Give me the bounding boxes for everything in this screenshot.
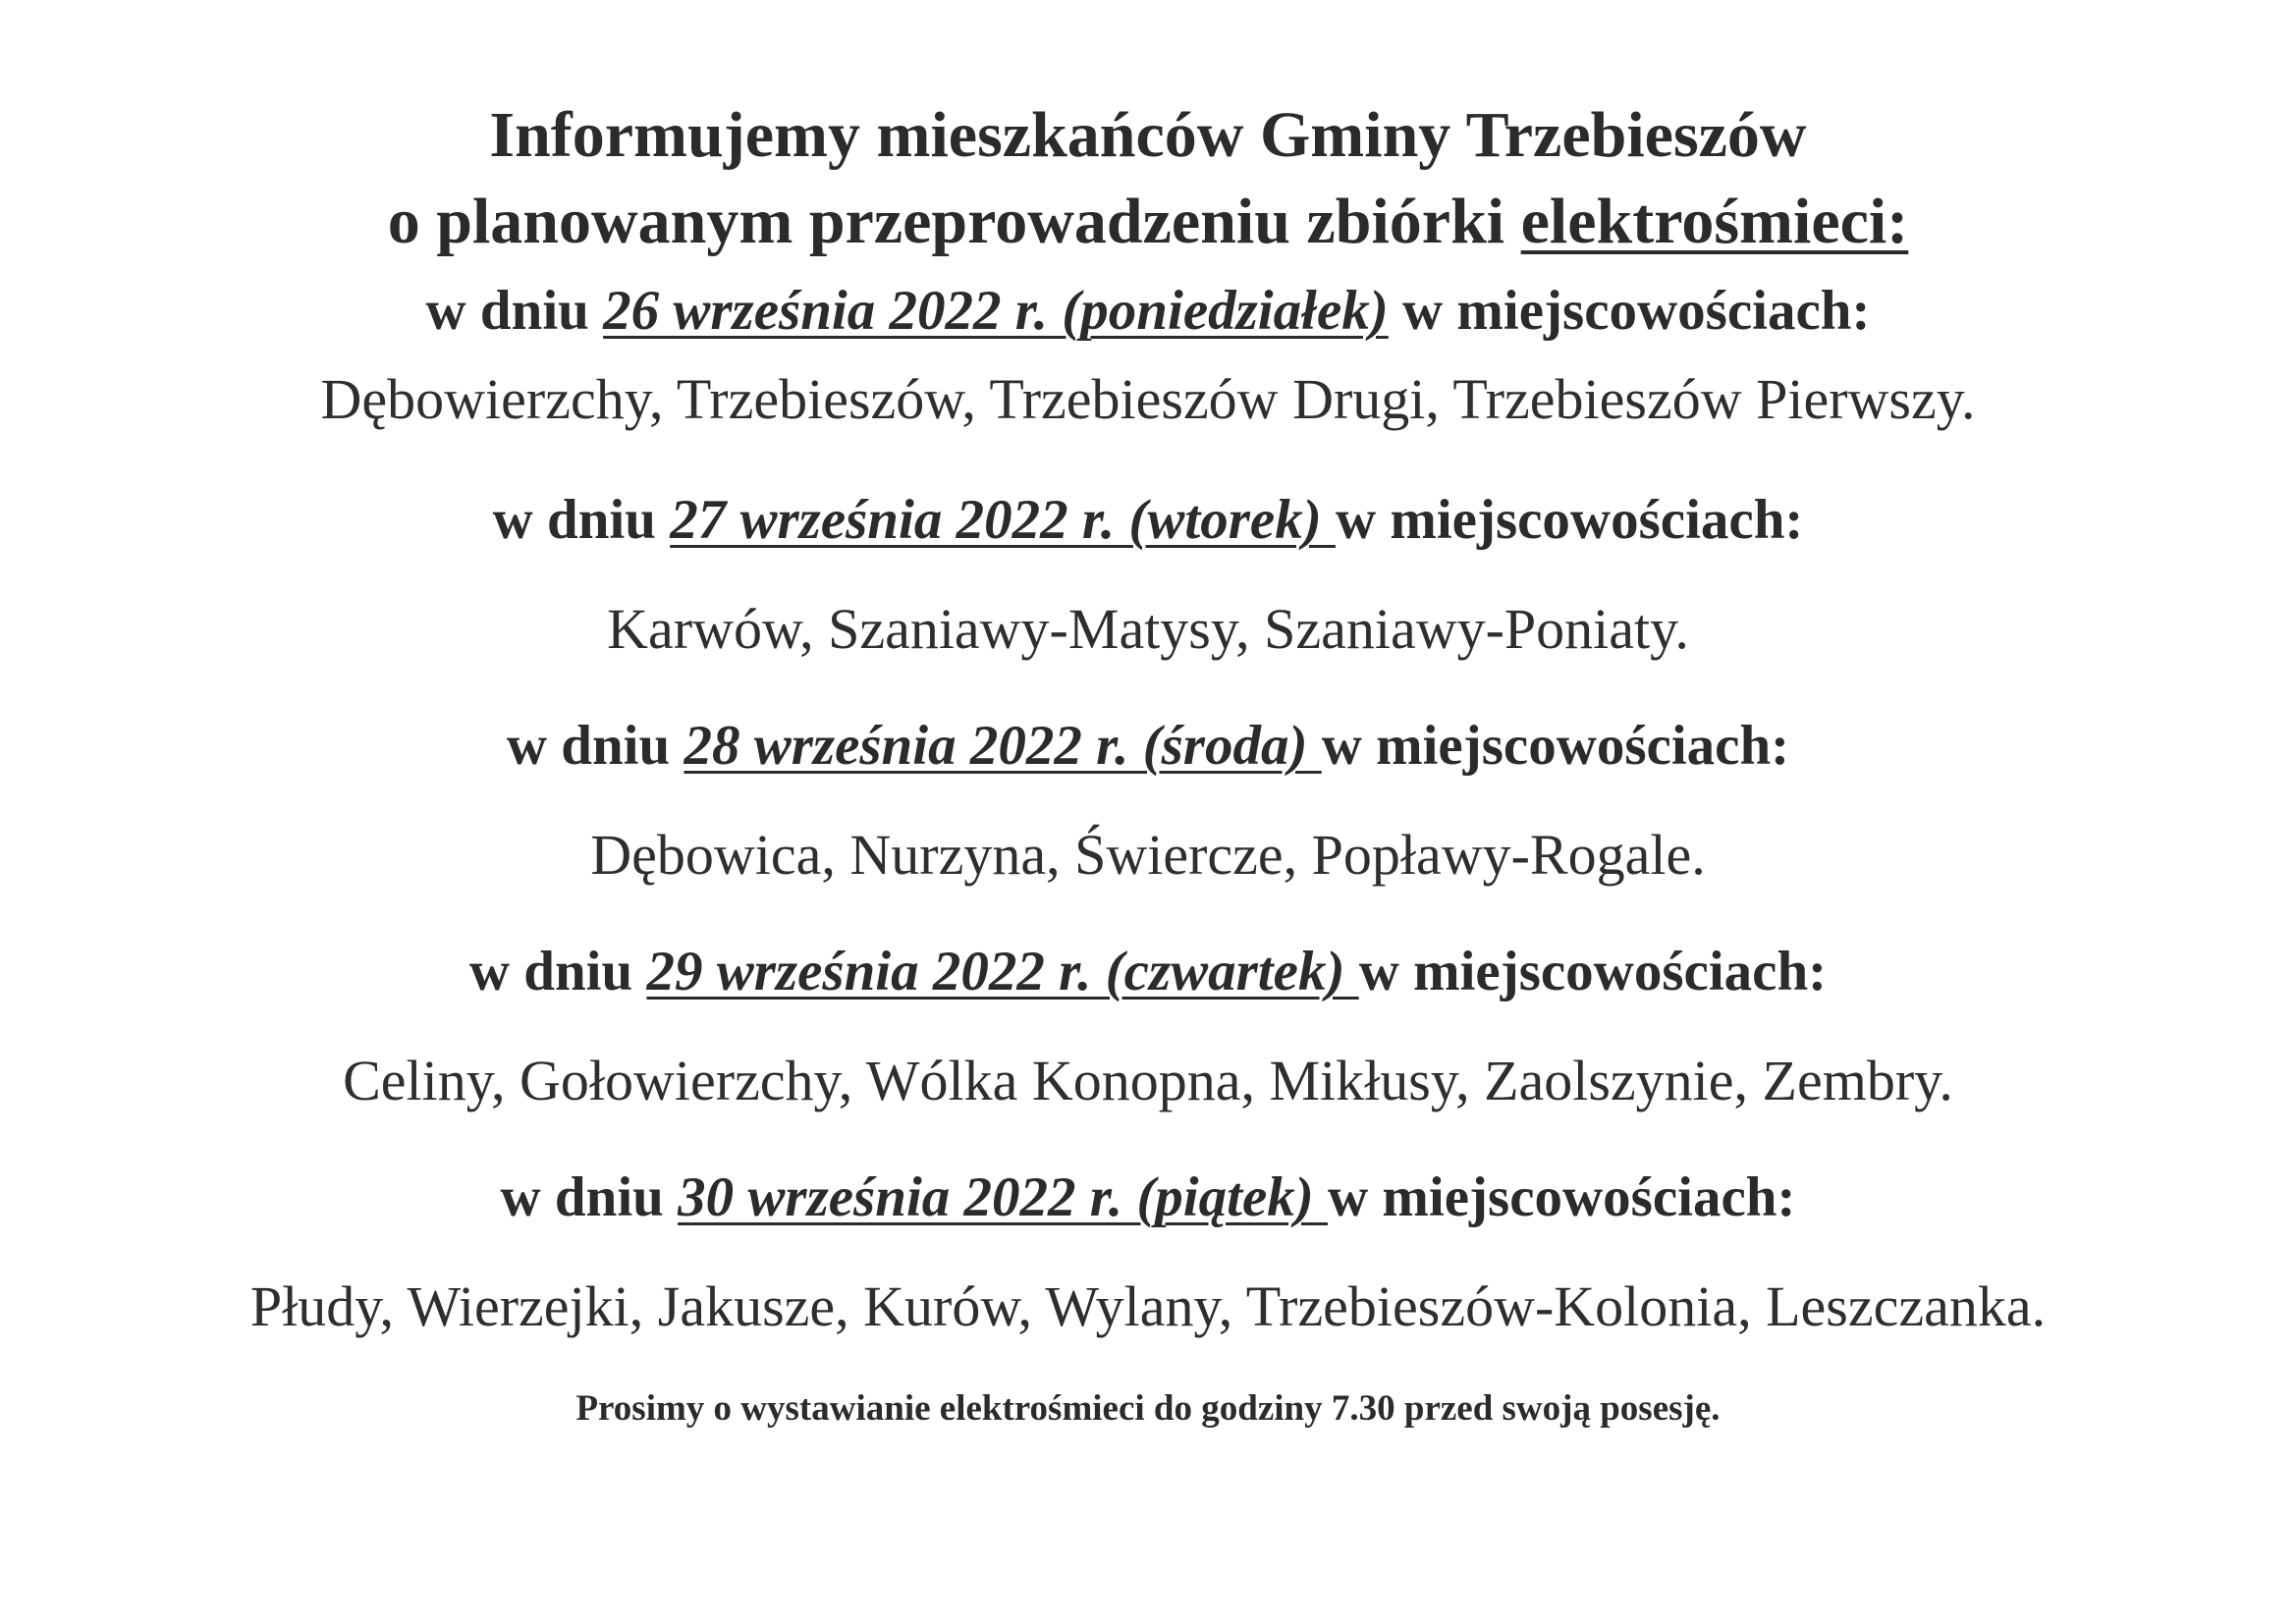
day-date: 30 września 2022 r. (piątek) — [678, 1166, 1328, 1228]
day-prefix: w dniu — [506, 715, 684, 777]
day-places-1 — [0, 367, 2296, 433]
places-text: Płudy, Wierzejki, Jakusze, Kurów, Wylany, Trzebieszów-Kolonia, Leszczanka. — [249, 1274, 2047, 1338]
places-text: Dębowierzchy, Trzebieszów, Trzebieszów Drugi, Trzebieszów Pierwszy. — [320, 367, 1976, 431]
day-suffix: w miejscowościach: — [1321, 715, 1790, 777]
day-suffix: w miejscowościach: — [1335, 489, 1804, 551]
day-date: 26 września 2022 r. (poniedziałek) — [603, 280, 1389, 342]
day-heading-5 — [0, 1165, 2296, 1230]
places-text: Karwów, Szaniawy-Matysy, Szaniawy-Poniaty. — [607, 597, 1689, 661]
footer-note-text: Prosimy o wystawianie elektrośmieci do godziny 7.30 przed swoją posesję. — [575, 1388, 1721, 1429]
day-prefix: w dniu — [468, 941, 647, 1002]
places-text: Celiny, Gołowierzchy, Wólka Konopna, Mikłusy, Zaolszynie, Zembry. — [343, 1049, 1953, 1112]
day-suffix: w miejscowościach: — [1328, 1166, 1796, 1228]
day-places-3 — [0, 823, 2296, 889]
day-prefix: w dniu — [500, 1166, 679, 1228]
day-places-2 — [0, 597, 2296, 663]
day-suffix: w miejscowościach: — [1388, 280, 1871, 342]
day-heading-2 — [0, 488, 2296, 553]
day-prefix: w dniu — [492, 489, 671, 551]
day-heading-3 — [0, 714, 2296, 779]
day-suffix: w miejscowościach: — [1358, 941, 1828, 1002]
day-date: 27 września 2022 r. (wtorek) — [670, 489, 1336, 551]
title-text-2: o planowanym przeprowadzeniu zbiórki — [387, 186, 1521, 257]
day-prefix: w dniu — [425, 280, 604, 342]
day-places-4 — [0, 1049, 2296, 1114]
title-line-1 — [0, 98, 2296, 173]
day-heading-4 — [0, 940, 2296, 1004]
title-line-2 — [0, 185, 2296, 259]
footer-note — [0, 1388, 2296, 1431]
day-places-5 — [0, 1274, 2296, 1340]
day-date: 29 września 2022 r. (czwartek) — [646, 941, 1359, 1002]
title-underlined-word: elektrośmieci: — [1520, 186, 1909, 257]
title-text-1: Informujemy mieszkańców Gminy Trzebieszów — [489, 99, 1807, 171]
day-date: 28 września 2022 r. (środa) — [683, 715, 1322, 777]
places-text: Dębowica, Nurzyna, Świercze, Popławy-Rogale. — [590, 823, 1706, 887]
day-heading-1 — [0, 279, 2296, 344]
